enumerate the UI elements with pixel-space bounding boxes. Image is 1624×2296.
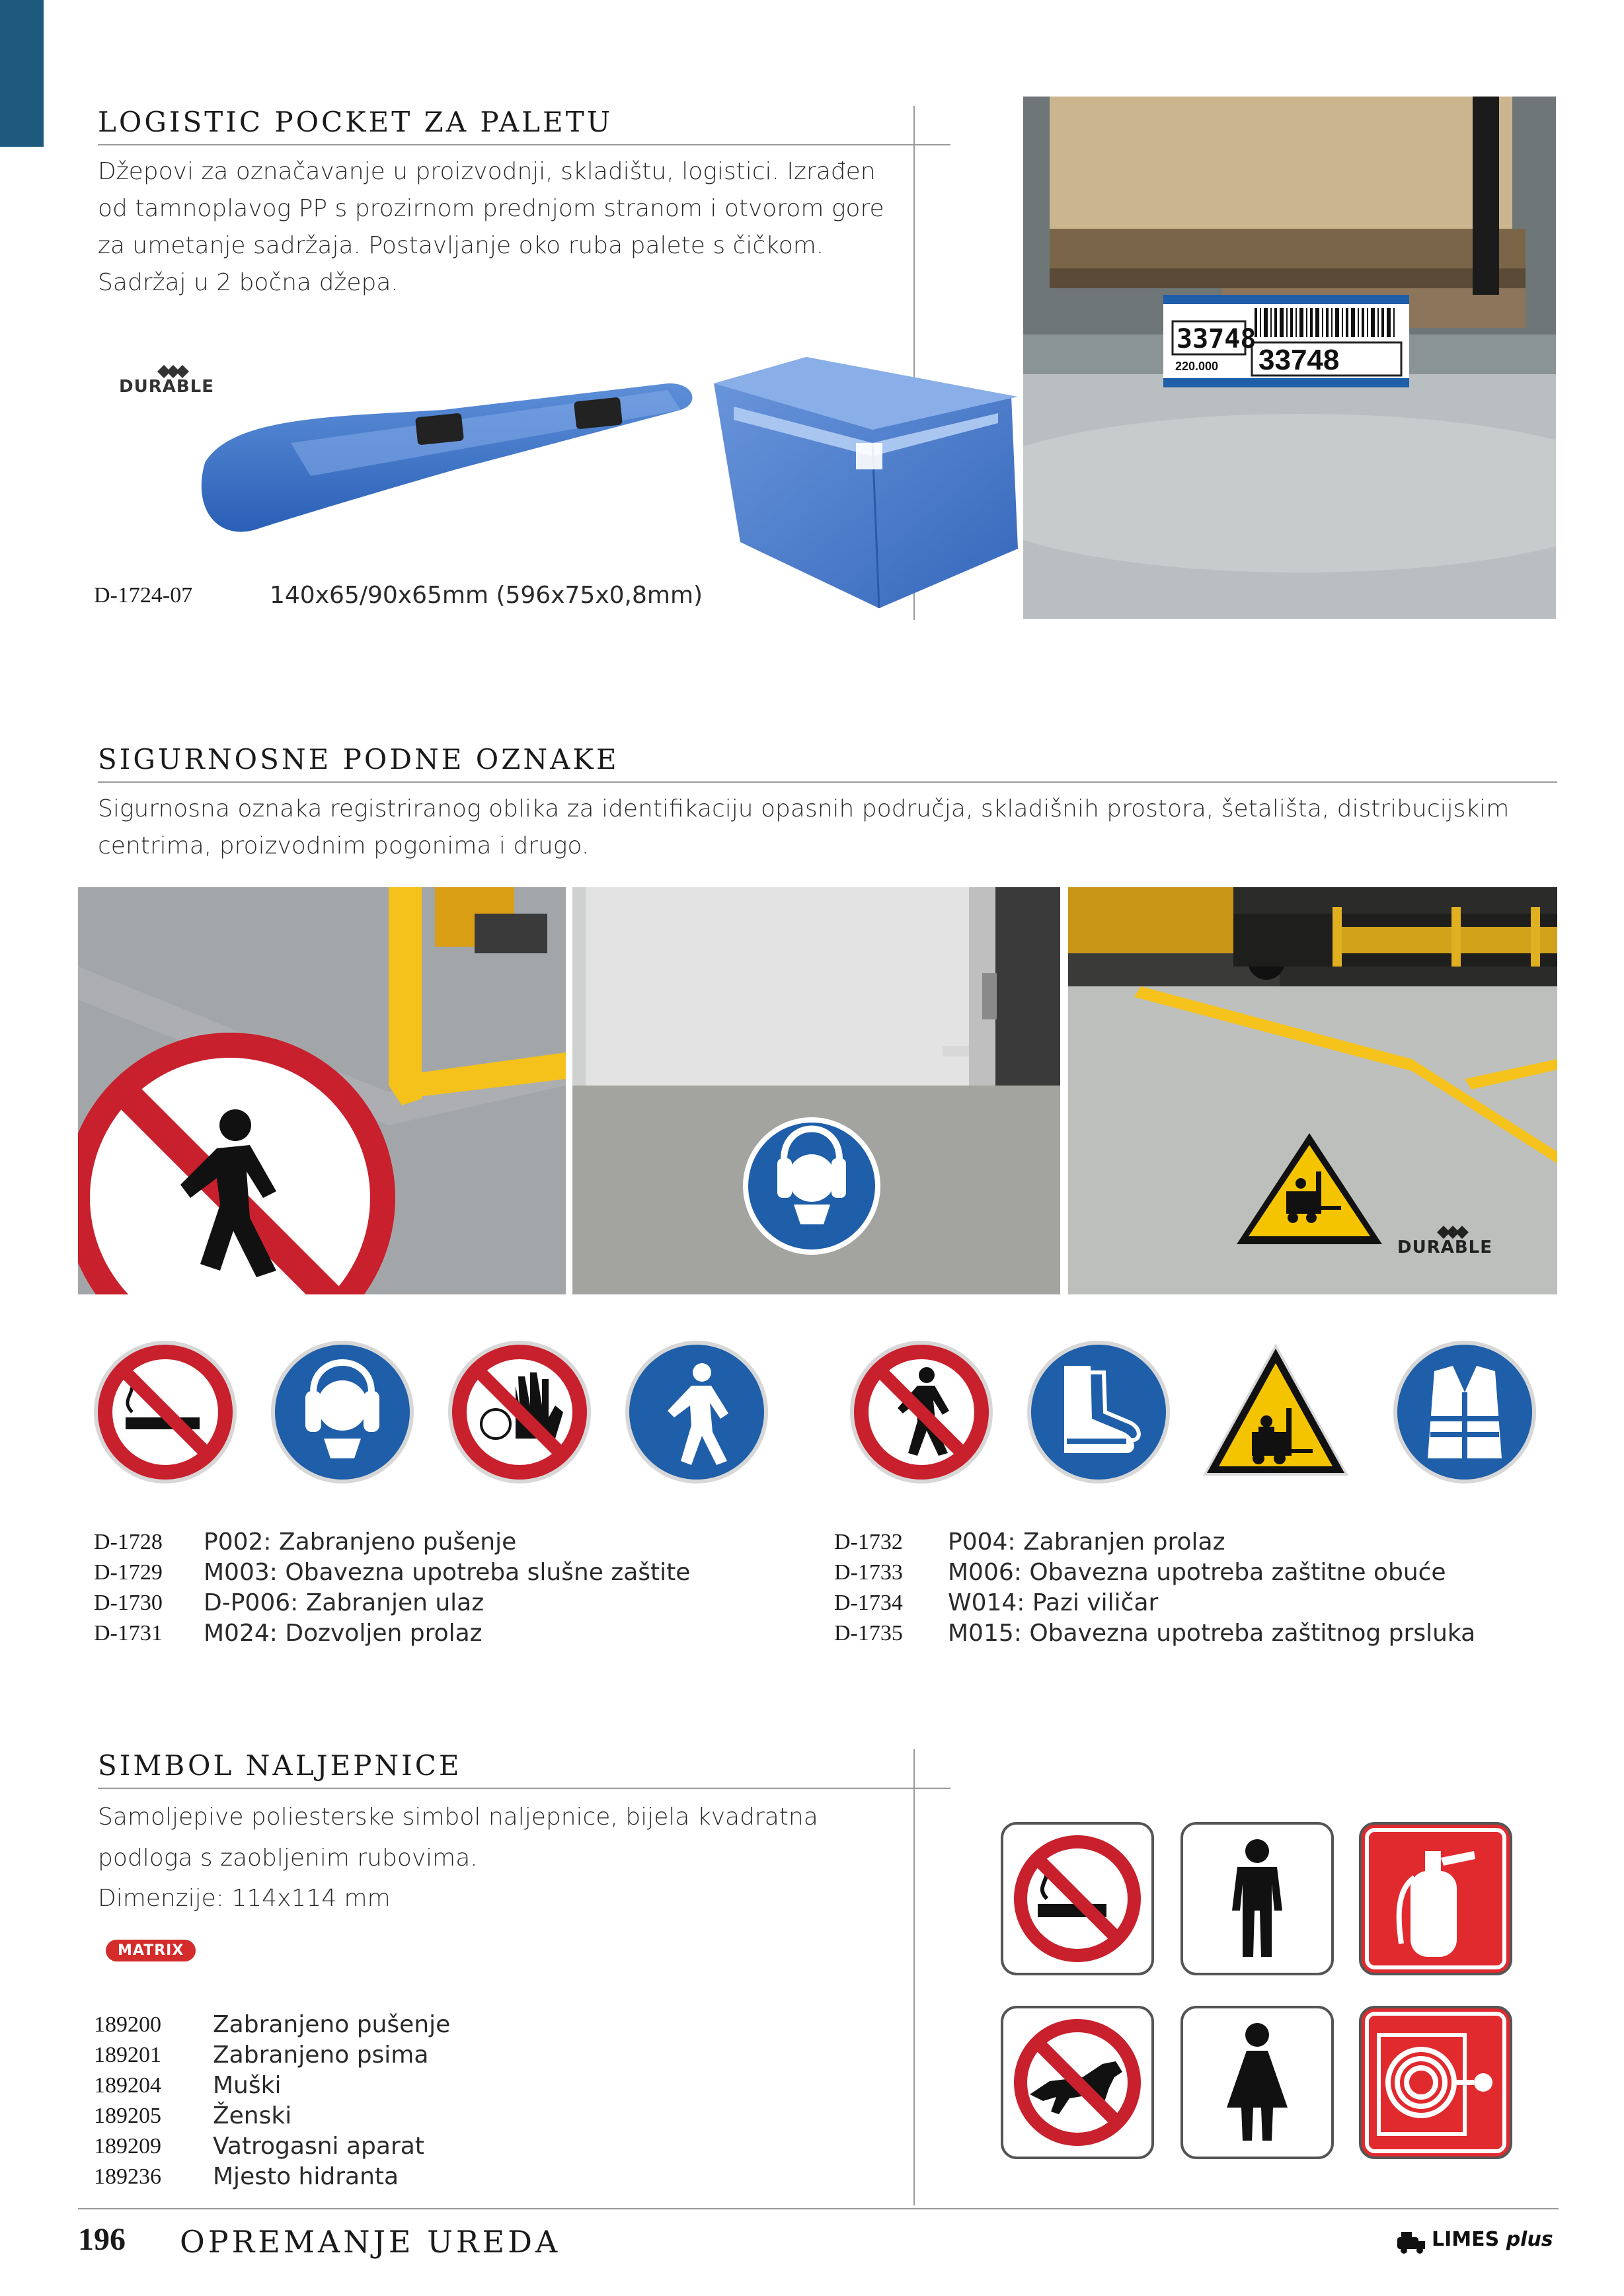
durable-logo-photo bbox=[1397, 1223, 1516, 1260]
section3-dimensions: Dimenzije: 114x114 mm bbox=[98, 1885, 391, 1912]
section3-description: Samoljepive poliesterske simbol naljepnice, bijela kvadratna podloga s zaobljenim rubovima. bbox=[98, 1803, 818, 1872]
sticker-female-icon bbox=[1180, 2006, 1334, 2159]
sticker-male-icon bbox=[1180, 1822, 1334, 1975]
section1-rule bbox=[98, 144, 950, 145]
section3-rule bbox=[98, 1788, 950, 1789]
no-pedestrians-sign-icon bbox=[850, 1341, 993, 1484]
section2-title: SIGURNOSNE PODNE OZNAKE bbox=[98, 743, 619, 775]
safety-vest-sign-icon bbox=[1393, 1341, 1536, 1484]
section2-list-left bbox=[94, 1527, 821, 1649]
list-item: 189204 Muški bbox=[94, 2072, 282, 2099]
photo-label-small: 33748 bbox=[1177, 324, 1257, 354]
page-number: 196 bbox=[78, 2222, 126, 2257]
section1-product-dims: 140x65/90x65mm (596x75x0,8mm) bbox=[270, 582, 703, 609]
sign-icons-row bbox=[93, 1339, 1547, 1491]
sticker-no-dogs-icon bbox=[1001, 2006, 1154, 2159]
corner-tab bbox=[0, 0, 44, 147]
list-item: D-1733 M006: Obavezna upotreba zaštitne obuće bbox=[834, 1559, 1446, 1586]
matrix-logo: MATRIX bbox=[106, 1940, 196, 1961]
limes-logo-icon bbox=[1395, 2228, 1428, 2254]
section2-description: Sigurnosna oznaka registriranog oblika za identifikaciju opasnih područja, skladišnih prostora, šetališta, distribucijskim centrima, proizvodnim pogonima i drugo. bbox=[98, 795, 1510, 859]
list-item: 189200 Zabranjeno pušenje bbox=[94, 2011, 451, 2038]
limes-logo-text: LIMES plus bbox=[1432, 2228, 1553, 2251]
section1-title: LOGISTIC POCKET ZA PALETU bbox=[98, 106, 613, 138]
section1-description: Džepovi za označavanje u proizvodnji, skladištu, logistici. Izrađen od tamnoplavog PP s prozirnom prednjom stranom i otvorom gore za umetanje sadržaja. Postavljanje oko ruba palete s čičkom. Sadržaj u 2 bočna džepa. bbox=[98, 158, 884, 296]
chapter-title: OPREMANJE UREDA bbox=[180, 2224, 561, 2260]
section2-rule bbox=[98, 781, 1557, 783]
list-item: 189236 Mjesto hidranta bbox=[94, 2163, 399, 2190]
list-item: D-1730 D-P006: Zabranjen ulaz bbox=[94, 1589, 484, 1616]
list-item: 189201 Zabranjeno psima bbox=[94, 2041, 429, 2069]
list-item: D-1729 M003: Obavezna upotreba slušne zaštite bbox=[94, 1559, 691, 1586]
section2-list-right bbox=[834, 1527, 1574, 1649]
section3-vrule bbox=[913, 1749, 915, 2205]
section3-list bbox=[94, 2010, 821, 2192]
hearing-protection-sign-icon bbox=[271, 1341, 414, 1484]
sticker-hydrant-icon bbox=[1359, 2006, 1512, 2159]
section3-title: SIMBOL NALJEPNICE bbox=[98, 1749, 462, 1782]
floor-photo-no-entry bbox=[78, 887, 566, 1294]
list-item: 189209 Vatrogasni aparat bbox=[94, 2133, 424, 2160]
pedestrian-route-sign-icon bbox=[625, 1341, 768, 1484]
list-item: D-1731 M024: Dozvoljen prolaz bbox=[94, 1620, 483, 1647]
list-item: D-1728 P002: Zabranjeno pušenje bbox=[94, 1528, 517, 1556]
durable-logo-photo-text: DURABLE bbox=[1397, 1238, 1492, 1257]
list-item: D-1735 M015: Obavezna upotreba zaštitnog prsluka bbox=[834, 1620, 1476, 1647]
floor-photo-hearing bbox=[572, 887, 1060, 1294]
safety-boots-sign-icon bbox=[1027, 1341, 1170, 1484]
photo-label-sub: 220.000 bbox=[1175, 360, 1219, 373]
pocket-illustration bbox=[192, 344, 1025, 621]
list-item: 189205 Ženski bbox=[94, 2102, 292, 2129]
limes-logo bbox=[1395, 2225, 1560, 2258]
section1-product-code: D-1724-07 bbox=[94, 583, 193, 608]
warehouse-photo bbox=[1023, 97, 1556, 619]
list-item: D-1732 P004: Zabranjen prolaz bbox=[834, 1528, 1225, 1556]
footer-rule bbox=[78, 2208, 1559, 2209]
list-item: D-1734 W014: Pazi viličar bbox=[834, 1589, 1159, 1616]
sticker-no-smoking-icon bbox=[1001, 1822, 1154, 1975]
no-smoking-sign-icon bbox=[94, 1341, 237, 1484]
forklift-warning-sign-icon bbox=[1203, 1343, 1348, 1476]
floor-photo-forklift bbox=[1068, 887, 1557, 1294]
photo-label-big: 33748 bbox=[1258, 344, 1340, 376]
no-entry-sign-icon bbox=[448, 1341, 591, 1484]
durable-logo-text: DURABLE bbox=[119, 377, 214, 397]
sticker-fire-extinguisher-icon bbox=[1359, 1822, 1512, 1975]
